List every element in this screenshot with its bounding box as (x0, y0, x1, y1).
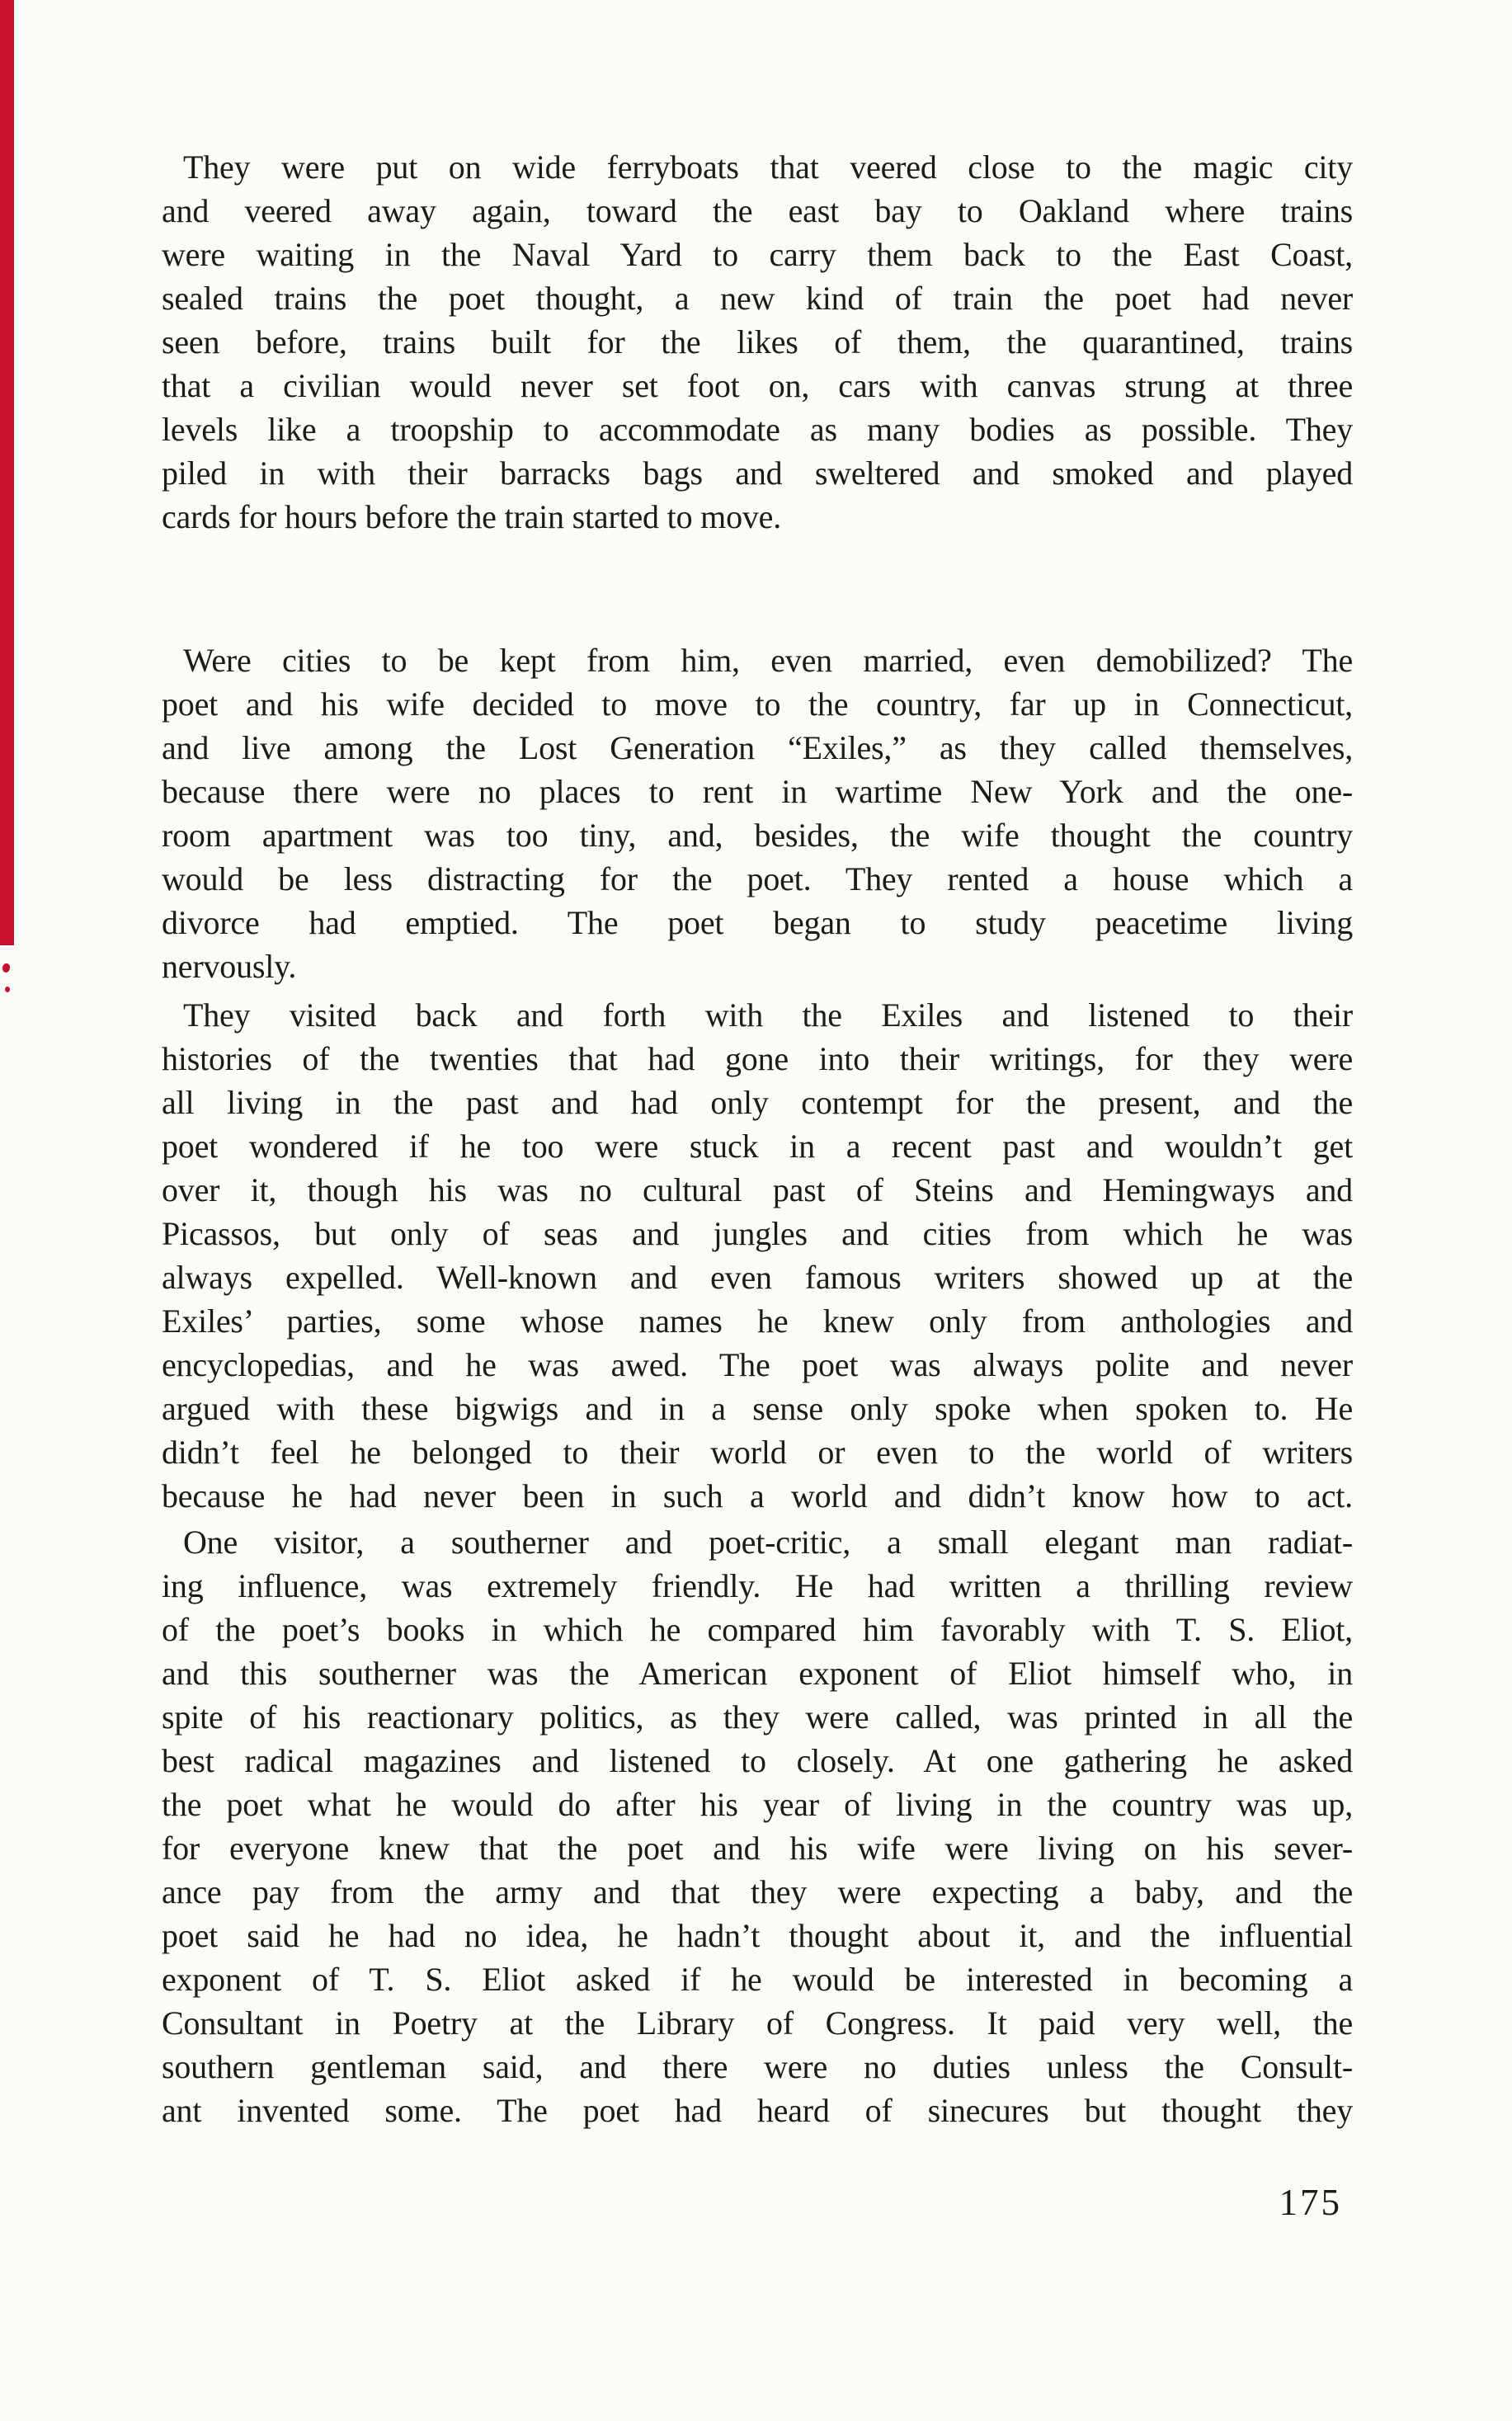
text-line: because there were no places to rent in wartime New York and the one- (162, 773, 1353, 810)
text-line: ance pay from the army and that they were expecting a baby, and the (162, 1873, 1353, 1910)
text-line: poet and his wife decided to move to the country, far up in Connecticut, (162, 685, 1353, 723)
red-speck-small (5, 987, 10, 992)
text-line: exponent of T. S. Eliot asked if he would be interested in becoming a (162, 1961, 1353, 1998)
text-line: They were put on wide ferryboats that veered close to the magic city (183, 148, 1353, 186)
text-line: of the poet’s books in which he compared him favorably with T. S. Eliot, (162, 1611, 1353, 1648)
text-line: spite of his reactionary politics, as they were called, was printed in all the (162, 1698, 1353, 1736)
text-line: Consultant in Poetry at the Library of Congress. It paid very well, the (162, 2004, 1353, 2042)
text-line: and live among the Lost Generation “Exiles,” as they called themselves, (162, 729, 1353, 766)
text-line: over it, though his was no cultural past of Steins and Hemingways and (162, 1171, 1353, 1208)
red-speck (2, 963, 10, 973)
text-line: would be less distracting for the poet. They rented a house which a (162, 860, 1353, 897)
text-line: and this southerner was the American exponent of Eliot himself who, in (162, 1655, 1353, 1692)
text-line: for everyone knew that the poet and his wife were living on his sever- (162, 1830, 1353, 1867)
text-line: were waiting in the Naval Yard to carry them back to the East Coast, (162, 236, 1353, 273)
text-line: didn’t feel he belonged to their world or even to the world of writers (162, 1434, 1353, 1471)
page-number: 175 (1279, 2182, 1342, 2223)
text-line: all living in the past and had only contempt for the present, and the (162, 1084, 1353, 1121)
text-line: histories of the twenties that had gone into their writings, for they were (162, 1040, 1353, 1077)
paragraph (162, 145, 1353, 539)
text-line: piled in with their barracks bags and sweltered and smoked and played (162, 455, 1353, 492)
text-line: cards for hours before the train started to move. (162, 498, 782, 535)
text-line: best radical magazines and listened to closely. At one gathering he asked (162, 1742, 1353, 1779)
text-line: encyclopedias, and he was awed. The poet was always polite and never (162, 1346, 1353, 1383)
text-line: Were cities to be kept from him, even married, even demobilized? The (183, 642, 1353, 679)
text-line: Picassos, but only of seas and jungles and cities from which he was (162, 1215, 1353, 1252)
text-line: and veered away again, toward the east bay to Oakland where trains (162, 192, 1353, 229)
text-line: divorce had emptied. The poet began to study peacetime living (162, 904, 1353, 941)
text-line: nervously. (162, 948, 297, 985)
text-line: argued with these bigwigs and in a sense only spoke when spoken to. He (162, 1390, 1353, 1427)
text-line: levels like a troopship to accommodate as many bodies as possible. They (162, 411, 1353, 448)
text-line: the poet what he would do after his year of living in the country was up, (162, 1786, 1353, 1823)
red-binding-strip (0, 0, 14, 945)
text-line: room apartment was too tiny, and, besides, the wife thought the country (162, 817, 1353, 854)
text-line: Exiles’ parties, some whose names he knew only from anthologies and (162, 1302, 1353, 1340)
paragraph (162, 638, 1353, 988)
text-line: southern gentleman said, and there were no duties unless the Consult- (162, 2048, 1353, 2085)
text-line: seen before, trains built for the likes of them, the quarantined, trains (162, 323, 1353, 360)
page-text (162, 145, 1353, 2132)
text-line: poet wondered if he too were stuck in a recent past and wouldn’t get (162, 1128, 1353, 1165)
text-line: sealed trains the poet thought, a new kind of train the poet had never (162, 280, 1353, 317)
text-line: ant invented some. The poet had heard of sinecures but thought they (162, 2092, 1353, 2129)
text-line: always expelled. Well-known and even famous writers showed up at the (162, 1259, 1353, 1296)
paragraph (162, 993, 1353, 1518)
text-line: because he had never been in such a world and didn’t know how to act. (162, 1477, 1353, 1514)
text-line: that a civilian would never set foot on, cars with canvas strung at three (162, 367, 1353, 404)
text-line: ing influence, was extremely friendly. He had written a thrilling review (162, 1567, 1353, 1604)
text-line: poet said he had no idea, he hadn’t thought about it, and the influential (162, 1917, 1353, 1954)
text-line: They visited back and forth with the Exiles and listened to their (183, 996, 1353, 1034)
paragraph (162, 1520, 1353, 2132)
text-line: One visitor, a southerner and poet-critic, a small elegant man radiat- (183, 1524, 1353, 1561)
